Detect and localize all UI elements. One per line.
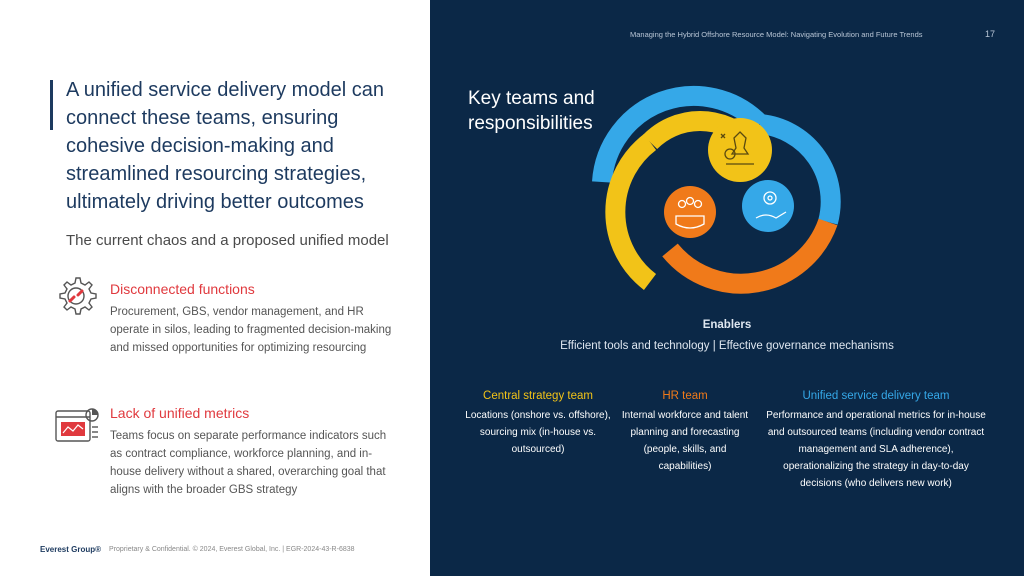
disconnected-functions-title: Disconnected functions bbox=[110, 281, 255, 297]
section-title: Key teams and responsibilities bbox=[468, 88, 595, 134]
hr-circle bbox=[664, 186, 716, 238]
dashboard-metrics-icon bbox=[52, 405, 100, 453]
footer bbox=[40, 545, 355, 554]
team-swirl-diagram bbox=[590, 72, 850, 302]
central-strategy-team bbox=[458, 390, 618, 458]
headline: A unified service delivery model can connect these teams, ensuring cohesive decision-making and streamlined resourcing strategies, ultimately driving better outcomes bbox=[66, 79, 384, 213]
delivery-circle bbox=[742, 180, 794, 232]
disconnected-functions-body: Procurement, GBS, vendor management, and HR operate in silos, leading to fragmented decision-making and missed opportunities for optimizing resourcing bbox=[110, 306, 392, 354]
team-body: Locations (onshore vs. offshore), sourcing mix (in-house vs. outsourced) bbox=[465, 410, 611, 455]
lack-of-metrics-title: Lack of unified metrics bbox=[110, 405, 250, 421]
unified-service-delivery-team bbox=[766, 390, 986, 492]
right-panel bbox=[430, 0, 1024, 576]
gear-broken-link-icon bbox=[52, 272, 100, 320]
page-number: 17 bbox=[985, 29, 996, 39]
everest-group-logo: Everest Group® bbox=[40, 545, 102, 554]
team-title: HR team bbox=[662, 390, 708, 402]
footer-text: Proprietary & Confidential. © 2024, Everest Global, Inc. | EGR-2024-43-R-6838 bbox=[109, 546, 355, 553]
page-header: Managing the Hybrid Offshore Resource Model: Navigating Evolution and Future Trends bbox=[630, 30, 923, 39]
left-panel bbox=[0, 0, 430, 576]
team-body: Performance and operational metrics for in-house and outsourced teams (including vendor contract management and SLA adherence), operationalizing the strategy in day-to-day decisions (who delivers new work) bbox=[766, 410, 986, 489]
headline-accent-bar bbox=[50, 80, 53, 130]
team-body: Internal workforce and talent planning and forecasting (people, skills, and capabilities) bbox=[621, 410, 749, 472]
enablers-heading: Enablers bbox=[702, 319, 752, 331]
lack-of-metrics-body: Teams focus on separate performance indicators such as contract compliance, workforce planning, and in-house delivery without a shared, overarching goal that aligns with the broader GBS strategy bbox=[110, 430, 387, 496]
yellow-swirl-arc bbox=[615, 142, 650, 282]
subheading: The current chaos and a proposed unified model bbox=[66, 232, 389, 249]
enablers-text: Efficient tools and technology | Effective governance mechanisms bbox=[560, 340, 894, 352]
team-title: Central strategy team bbox=[483, 390, 593, 402]
hr-team bbox=[620, 390, 750, 475]
team-title: Unified service delivery team bbox=[802, 390, 950, 402]
strategy-circle bbox=[708, 118, 772, 182]
